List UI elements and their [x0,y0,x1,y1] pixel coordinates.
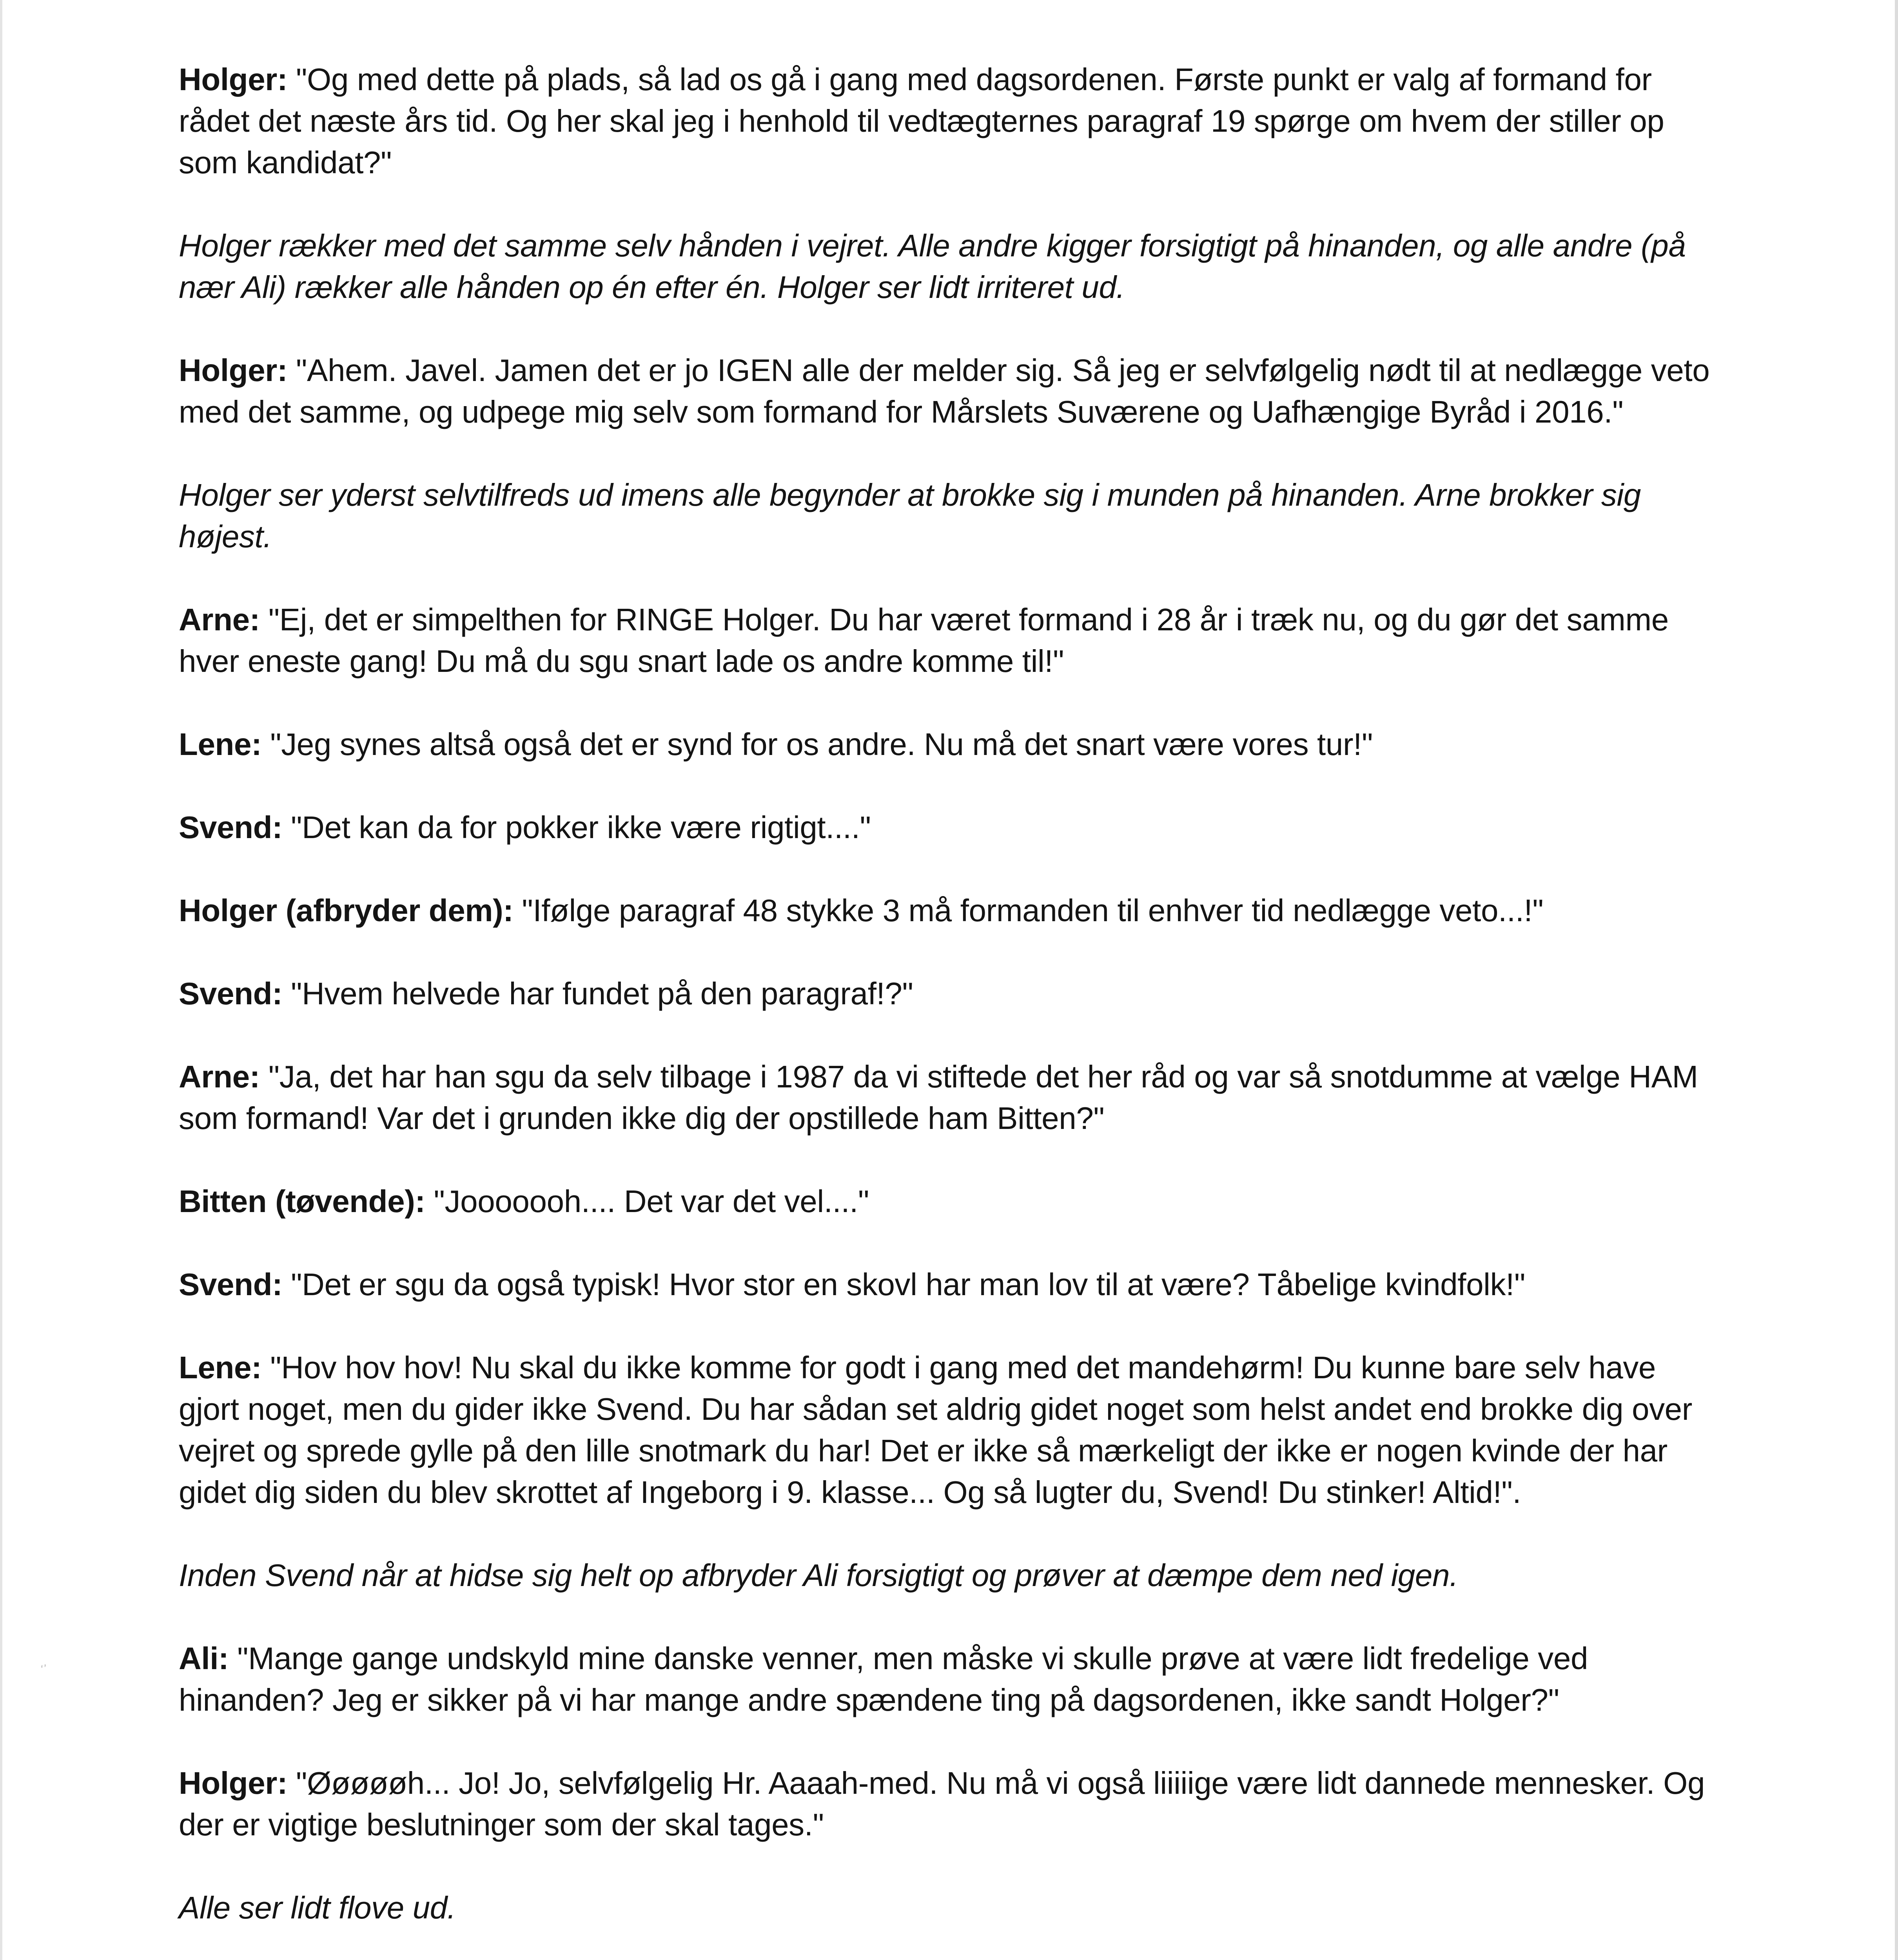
speech-text: "Ahem. Javel. Jamen det er jo IGEN alle der melder sig. Så jeg er selvfølgelig nødt til at nedlægge veto med det samme, og udpege mig selv som formand for Mårslets Suværene og Uafhængige Byråd i 2016." [179,353,1710,429]
stage-direction: Holger ser yderst selvtilfreds ud imens alle begynder at brokke sig i munden på hinanden. Arne brokker sig højest. [179,477,1641,554]
dialogue-line [179,350,1723,433]
speaker-name: Holger: [179,353,288,388]
speech-text: "Det kan da for pokker ikke være rigtigt...." [291,810,871,845]
play-manuscript [179,59,1723,1960]
speaker-name: Svend: [179,1267,283,1302]
stage-direction: Inden Svend når at hidse sig helt op afbryder Ali forsigtigt og prøver at dæmpe dem ned igen. [179,1558,1458,1593]
speaker-name: Ali: [179,1641,229,1676]
speaker-name: Lene: [179,1350,262,1385]
stage-direction: Alle ser lidt flove ud. [179,1890,456,1925]
speaker-name: Svend: [179,810,283,845]
speaker-name: Holger: [179,1766,288,1800]
dialogue-line [179,1762,1723,1846]
dialogue-line [179,1056,1723,1139]
dialogue-line [179,1638,1723,1721]
dialogue-line [179,1347,1723,1513]
dialogue-line [179,599,1723,682]
speech-text: "Øøøøøh... Jo! Jo, selvfølgelig Hr. Aaaah-med. Nu må vi også liiiiige være lidt dannede mennesker. Og der er vigtige beslutninger som der skal tages." [179,1766,1705,1842]
speech-text: "Mange gange undskyld mine danske venner, men måske vi skulle prøve at være lidt fredelige ved hinanden? Jeg er sikker på vi har mange andre spændene ting på dagsordenen, ikke sandt Holger?" [179,1641,1588,1717]
speaker-name: Lene: [179,727,262,762]
speech-text: "Hov hov hov! Nu skal du ikke komme for godt i gang med det mandehørm! Du kunne bare selv have gjort noget, men du gider ikke Svend. Du har sådan set aldrig gidet noget som helst andet end brokke dig over vejret og sprede gylle på den lille snotmark du har! Det er ikke så mærkeligt der ikke er nogen kvinde der har gidet dig siden du blev skrottet af Ingeborg i 9. klasse... Og så lugter du, Svend! Du stinker! Altid!". [179,1350,1693,1510]
dialogue-line [179,59,1723,183]
scan-smudge-mark: ‘’ [40,1662,49,1676]
dialogue-line [179,890,1723,931]
speech-text: "Ja, det har han sgu da selv tilbage i 1987 da vi stiftede det her råd og var så snotdumme at vælge HAM som formand! Var det i grunden ikke dig der opstillede ham Bitten?" [179,1059,1698,1136]
speech-text: "Og med dette på plads, så lad os gå i gang med dagsordenen. Første punkt er valg af formand for rådet det næste års tid. Og her skal jeg i henhold til vedtægternes paragraf 19 spørge om hvem der stiller op som kandidat?" [179,62,1664,180]
speaker-name: Arne: [179,1059,260,1094]
stage-direction: Holger rækker med det samme selv hånden i vejret. Alle andre kigger forsigtigt på hinanden, og alle andre (på nær Ali) rækker alle hånden op én efter én. Holger ser lidt irriteret ud. [179,228,1686,305]
dialogue-line [179,724,1723,765]
speaker-name: Arne: [179,602,260,637]
speech-text: "Jooooooh.... Det var det vel...." [434,1184,869,1219]
speech-text: "Det er sgu da også typisk! Hvor stor en skovl har man lov til at være? Tåbelige kvindfolk!" [291,1267,1525,1302]
dialogue-line [179,1264,1723,1305]
speaker-name: Holger (afbryder dem): [179,893,514,928]
speaker-name: Holger: [179,62,288,97]
speech-text: "Jeg synes altså også det er synd for os andre. Nu må det snart være vores tur!" [270,727,1373,762]
speech-text: "Ej, det er simpelthen for RINGE Holger. Du har været formand i 28 år i træk nu, og du gør det samme hver eneste gang! Du må du sgu snart lade os andre komme til!" [179,602,1669,679]
speech-text: "Hvem helvede har fundet på den paragraf!?" [291,976,913,1011]
dialogue-line [179,973,1723,1014]
speaker-name: Bitten (tøvende): [179,1184,425,1219]
dialogue-line [179,1181,1723,1222]
speaker-name: Svend: [179,976,283,1011]
speech-text: "Ifølge paragraf 48 stykke 3 må formanden til enhver tid nedlægge veto...!" [522,893,1544,928]
dialogue-line [179,807,1723,848]
